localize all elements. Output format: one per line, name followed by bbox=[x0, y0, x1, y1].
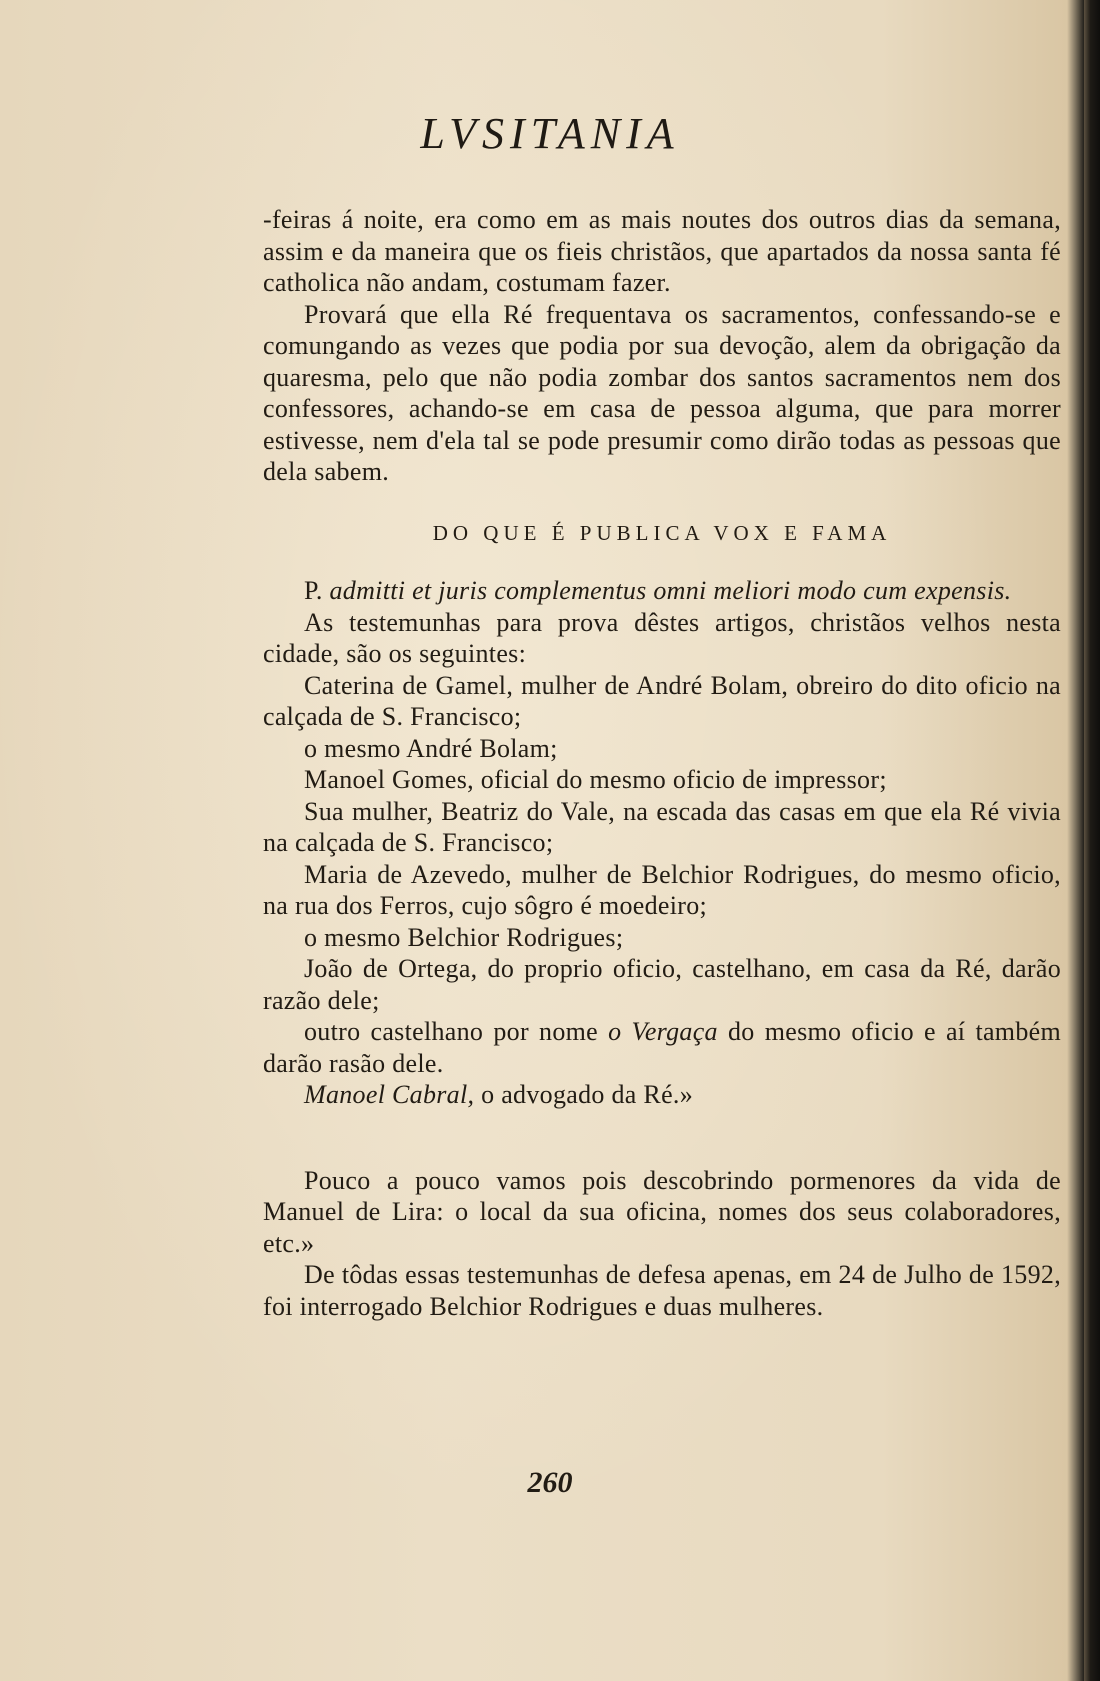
witness-text: outro castelhano por nome bbox=[304, 1017, 609, 1046]
signature-line bbox=[263, 1079, 1061, 1111]
witness-item: Caterina de Gamel, mulher de André Bolam, obreiro do dito oficio na calçada de S. Francisco; bbox=[263, 670, 1061, 731]
running-title: LVSITANIA bbox=[420, 109, 680, 158]
witness-item: Maria de Azevedo, mulher de Belchior Rodrigues, do mesmo oficio, na rua dos Ferros, cujo sôgro é moedeiro; bbox=[263, 859, 1061, 920]
witnesses-intro: As testemunhas para prova dêstes artigos, christãos velhos nesta cidade, são os seguintes: bbox=[263, 607, 1061, 668]
latin-text: admitti et juris complementus omni meliori modo cum expensis. bbox=[329, 576, 1012, 605]
latin-lead: P. bbox=[304, 576, 323, 605]
paragraph-commentary: Pouco a pouco vamos pois descobrindo pormenores da vida de Manuel de Lira: o local da sua oficina, nomes dos seus colaboradores, etc.» bbox=[263, 1165, 1061, 1258]
witness-text: do mesmo oficio e aí também darão rasão dele. bbox=[263, 1017, 1061, 1078]
signature-role: o advogado da Ré.» bbox=[474, 1080, 694, 1109]
witness-name-italic: o Vergaça bbox=[608, 1017, 718, 1046]
witness-item: o mesmo André Bolam; bbox=[304, 733, 558, 763]
witness-item: Sua mulher, Beatriz do Vale, na escada das casas em que ela Ré vivia na calçada de S. Francisco; bbox=[263, 796, 1061, 857]
latin-formula bbox=[263, 575, 1061, 607]
paragraph-interrogation: De tôdas essas testemunhas de defesa apenas, em 24 de Julho de 1592, foi interrogado Belchior Rodrigues e duas mulheres. bbox=[263, 1260, 1061, 1321]
paragraph-continuation: -feiras á noite, era como em as mais noutes dos outros dias da semana, assim e da maneira que os fieis christãos, que apartados da nossa santa fé catholica não andam, costumam fazer. bbox=[263, 205, 1061, 297]
witness-item: o mesmo Belchior Rodrigues; bbox=[304, 922, 624, 952]
paragraph-provara: Provará que ella Ré frequentava os sacramentos, confessando-se e comungando as vezes que podia por sua devoção, alem da obrigação da quaresma, pelo que não podia zombar dos santos sacramentos nem dos confessores, achando-se em casa de pessoa alguma, que para morrer estivesse, nem d'ela tal se pode presumir como dirão todas as pessoas que dela sabem. bbox=[263, 299, 1061, 486]
page-number: 260 bbox=[527, 1466, 573, 1499]
section-heading: DO QUE É PUBLICA VOX E FAMA bbox=[432, 520, 892, 545]
witness-item bbox=[263, 1016, 1061, 1079]
witness-item: Manoel Gomes, oficial do mesmo oficio de impressor; bbox=[304, 765, 887, 794]
witness-item: João de Ortega, do proprio oficio, castelhano, em casa da Ré, darão razão dele; bbox=[263, 954, 1061, 1015]
section-gap bbox=[263, 1111, 1061, 1165]
signature-name: Manoel Cabral, bbox=[304, 1080, 475, 1109]
page-body bbox=[263, 204, 1061, 1322]
page-binding-edge bbox=[1084, 0, 1100, 1681]
